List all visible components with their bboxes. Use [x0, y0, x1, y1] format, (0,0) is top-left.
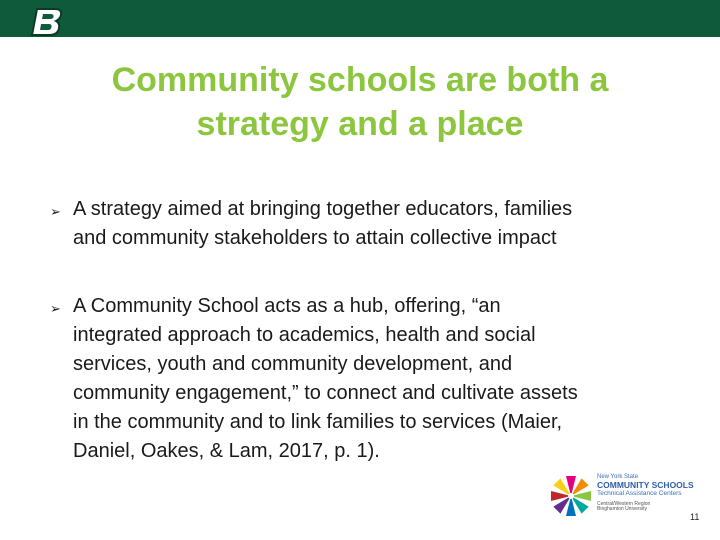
slide-number: 11: [690, 512, 700, 522]
bullet-item-strategy: [50, 195, 690, 253]
logo-text-region: Central/Western Region: [597, 501, 651, 507]
bullet-line: and community stakeholders to attain collective impact: [73, 227, 557, 249]
bullet-line: services, youth and community development, and: [73, 353, 513, 375]
slide-title: [40, 58, 680, 146]
arrow-bullet-icon: ➢: [50, 301, 61, 316]
bullet-line: in the community and to link families to services (Maier,: [73, 411, 563, 433]
logo-text-state: New York State: [597, 474, 639, 480]
bullet-line: community engagement,” to connect and cultivate assets: [73, 382, 578, 404]
slide-title-line-2: strategy and a place: [196, 105, 524, 143]
bullet-list: [50, 195, 690, 505]
bullet-line: A strategy aimed at bringing together educators, families: [73, 198, 573, 220]
slide-title-line-1: Community schools are both a: [111, 61, 609, 99]
arrow-bullet-icon: ➢: [50, 204, 61, 219]
bullet-line: Daniel, Oakes, & Lam, 2017, p. 1).: [73, 440, 380, 462]
community-schools-logo: [545, 470, 705, 522]
pinwheel-flower-icon: [545, 470, 597, 522]
bullet-item-hub: [50, 292, 690, 466]
logo-text-name: COMMUNITY SCHOOLS: [597, 480, 694, 490]
community-schools-logo-text: [597, 474, 707, 512]
header-bar: [0, 0, 720, 37]
logo-text-centers: Technical Assistance Centers: [597, 489, 682, 497]
binghamton-b-logo-icon: [30, 6, 66, 38]
bullet-line: integrated approach to academics, health and social: [73, 324, 536, 346]
logo-text-university: Binghamton University: [597, 506, 648, 512]
bullet-line: A Community School acts as a hub, offering, “an: [73, 295, 501, 317]
